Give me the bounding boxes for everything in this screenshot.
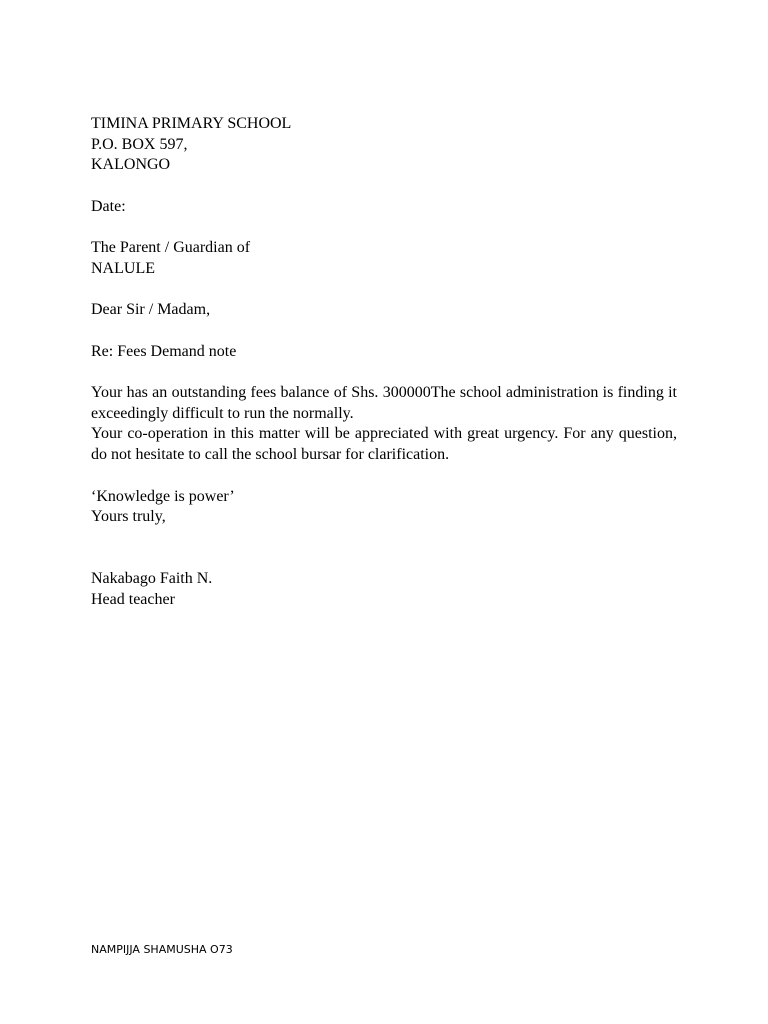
- body-paragraph-1: Your has an outstanding fees balance of Shs. 300000The school administration is finding it exceedingly difficult to run the normally.: [91, 384, 677, 422]
- spacer: [91, 321, 677, 342]
- recipient-name: NALULE: [91, 259, 155, 277]
- spacer: [91, 362, 677, 383]
- body-paragraph-2: Your co-operation in this matter will be appreciated with great urgency. For any question, do not hesitate to call the school bursar for clarification.: [91, 425, 677, 464]
- spacer: [91, 280, 677, 301]
- school-motto: ‘Knowledge is power’: [91, 487, 235, 505]
- spacer: [91, 466, 677, 487]
- signature-space: [91, 528, 677, 569]
- date-label: Date:: [91, 197, 126, 215]
- letter-body: [91, 114, 677, 611]
- spacer: [91, 218, 677, 239]
- page-footer: NAMPIJJA SHAMUSHA O73: [91, 943, 233, 956]
- spacer: [91, 176, 677, 197]
- signatory-title: Head teacher: [91, 591, 175, 609]
- recipient-line: The Parent / Guardian of: [91, 239, 251, 257]
- subject-line: Re: Fees Demand note: [91, 342, 237, 360]
- school-name: TIMINA PRIMARY SCHOOL: [91, 115, 292, 132]
- town: KALONGO: [91, 156, 171, 174]
- po-box: P.O. BOX 597,: [91, 135, 188, 153]
- closing: Yours truly,: [91, 508, 166, 526]
- salutation: Dear Sir / Madam,: [91, 301, 211, 319]
- signatory-name: Nakabago Faith N.: [91, 570, 213, 588]
